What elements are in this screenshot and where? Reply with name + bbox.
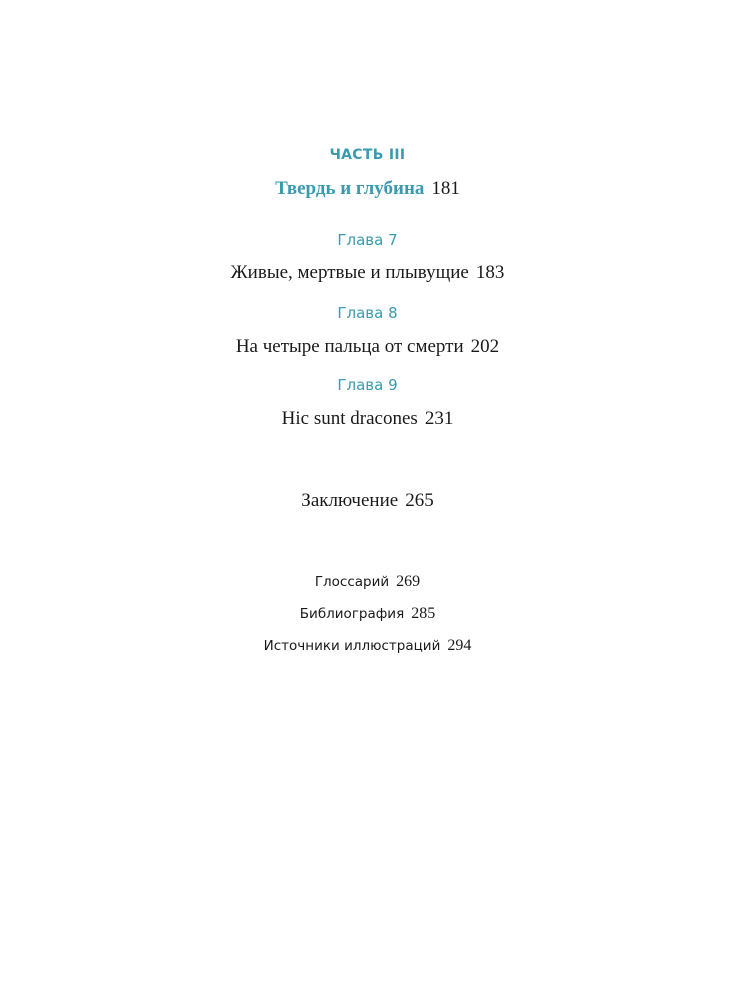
part-page-number: 181 [431,178,460,199]
chapter-title: Живые, мертвые и плывущие [230,262,469,283]
back-matter-page-number: 285 [411,605,436,622]
back-matter-page-number: 269 [396,573,421,590]
chapter-label [0,231,735,249]
chapter-page-number: 183 [475,262,505,283]
back-matter-title: Библиография [299,606,405,622]
part-label-text: ЧАСТЬ III [329,147,406,163]
chapter-label [0,376,735,394]
conclusion-entry [0,490,735,512]
chapter-label [0,304,735,322]
part-label [0,147,735,163]
chapter-entry [0,336,735,358]
back-matter-entry [0,637,735,655]
back-matter-title: Глоссарий [314,574,390,590]
chapter-label-text: Глава 8 [337,304,398,322]
chapter-page-number: 202 [470,336,500,357]
chapter-label-text: Глава 9 [337,376,398,394]
back-matter-entry [0,573,735,591]
conclusion-title: Заключение [301,490,399,511]
part-title-entry [0,178,735,200]
back-matter-page-number: 294 [447,637,472,654]
back-matter-title: Источники иллюстраций [263,638,441,654]
conclusion-page-number: 265 [405,490,434,511]
chapter-page-number: 231 [424,408,454,429]
chapter-entry [0,408,735,430]
chapter-label-text: Глава 7 [337,231,398,249]
back-matter-entry [0,605,735,623]
chapter-entry [0,262,735,284]
part-title: Твердь и глубина [275,178,425,199]
chapter-title: Hic sunt dracones [281,408,418,429]
chapter-title: На четыре пальца от смерти [235,336,464,357]
